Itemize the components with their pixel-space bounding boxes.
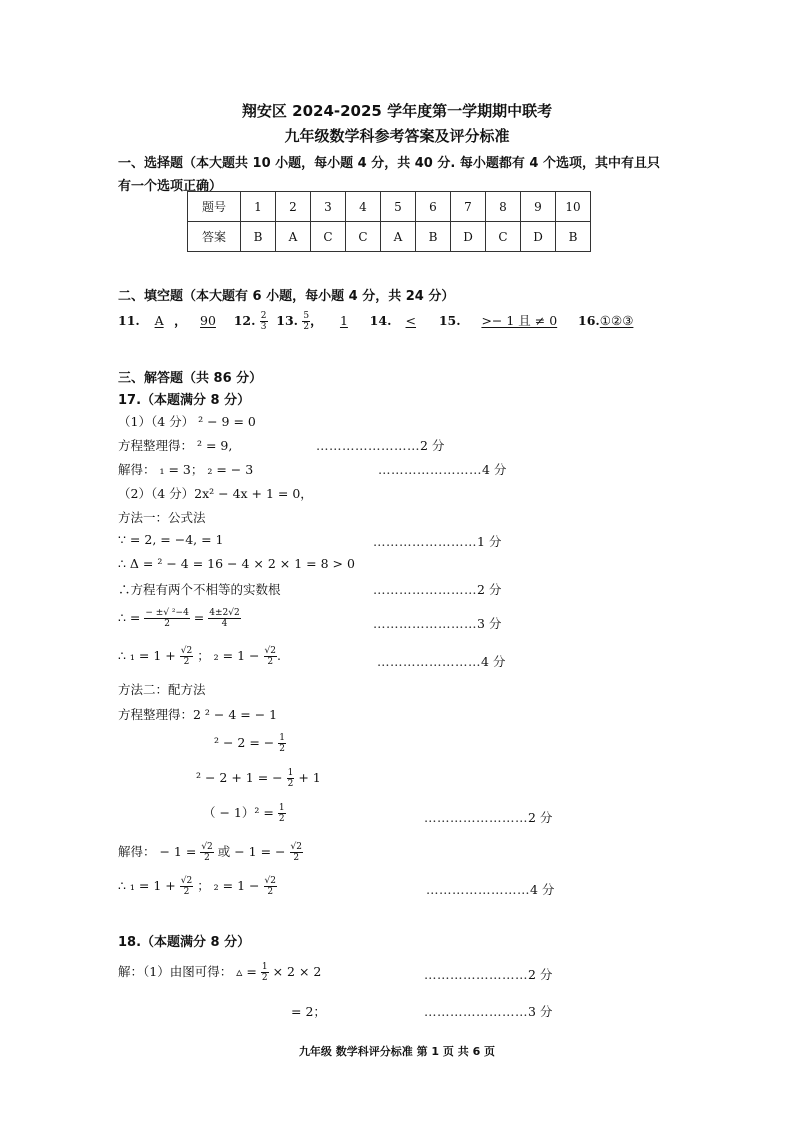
fill-answers-line: 11. A ， 90 12. $\frac{2}{3}$ 13. $\frac{5}{2}$ ， 1 14. < 15. >− 1 且 ≠ 0 16.①②③ bbox=[118, 311, 634, 332]
fraction-denominator: 2 bbox=[287, 779, 294, 789]
step6-part-b: ； ₂ = 1 − bbox=[197, 878, 260, 893]
table-cell: A bbox=[276, 222, 311, 252]
q13-answer-2: 1 bbox=[339, 313, 348, 328]
fraction-numerator: √2 bbox=[180, 876, 193, 886]
method1-title: 方法一：公式法 bbox=[118, 510, 206, 525]
table-row-numbers bbox=[188, 192, 591, 222]
q17-part1: （1）（4 分） ² − 9 = 0 bbox=[118, 414, 256, 429]
method1-step4: ∴ = $\frac{\text{− ±√ ²−4}}{2}$ = $\frac{4\pm 2√2}{4}$ bbox=[118, 608, 240, 629]
q18-heading: 18.（本题满分 8 分） bbox=[118, 935, 251, 950]
leader-dots: …………………… bbox=[426, 882, 530, 897]
method2-step6-score bbox=[426, 880, 554, 898]
score-label: 2 分 bbox=[528, 967, 553, 982]
q15-answer: >− 1 且 ≠ 0 bbox=[481, 313, 558, 328]
table-cell: A bbox=[381, 222, 416, 252]
q12-denominator: 3 bbox=[260, 322, 267, 332]
sqrt2-over-2 bbox=[200, 842, 213, 863]
sqrt2-over-2 bbox=[264, 646, 277, 667]
q18-step2-score bbox=[424, 1002, 552, 1020]
q17-part1-step2-score bbox=[378, 460, 506, 478]
q18-step1-score bbox=[424, 965, 552, 983]
table-cell: 9 bbox=[521, 192, 556, 222]
q11-answer-1: A bbox=[154, 313, 164, 328]
q17-heading: 17.（本题满分 8 分） bbox=[118, 393, 251, 408]
q12-label: 12. bbox=[233, 313, 256, 328]
method1-step3-score bbox=[373, 580, 501, 598]
page-footer: 九年级 数学科评分标准 第 1 页 共 6 页 bbox=[298, 1045, 496, 1058]
fraction-denominator: 2 bbox=[267, 657, 274, 667]
q17-part1-step1-score bbox=[316, 436, 444, 454]
q16-answer: ①②③ bbox=[599, 313, 634, 328]
fraction-numerator: 1 bbox=[279, 733, 285, 743]
fraction-denominator: 2 bbox=[279, 744, 285, 754]
section2-heading: 二、填空题（本大题有 6 小题，每小题 4 分，共 24 分） bbox=[118, 289, 455, 304]
half-fraction bbox=[278, 803, 286, 824]
leader-dots: …………………… bbox=[424, 1004, 528, 1019]
q16-label: 16. bbox=[578, 313, 600, 328]
leader-dots: …………………… bbox=[373, 616, 477, 631]
leader-dots: …………………… bbox=[377, 654, 481, 669]
score-label: 4 分 bbox=[482, 462, 507, 477]
method1-step3: ∴方程有两个不相等的实数根 bbox=[118, 582, 281, 597]
step3-text: ² − 2 + 1 = − bbox=[196, 770, 283, 785]
fraction-numerator: √2 bbox=[290, 842, 302, 852]
method2-title: 方法二：配方法 bbox=[118, 682, 206, 697]
method2-step2 bbox=[214, 733, 286, 754]
fraction-denominator: 2 bbox=[293, 853, 300, 863]
method2-step5 bbox=[118, 842, 303, 863]
q15-label: 15. bbox=[438, 313, 461, 328]
score-label: 4 分 bbox=[481, 654, 506, 669]
fraction-denominator: 4 bbox=[221, 619, 228, 629]
table-cell: B bbox=[416, 222, 451, 252]
method1-step4-score bbox=[373, 614, 501, 632]
table-cell: 6 bbox=[416, 192, 451, 222]
table-cell: 4 bbox=[346, 192, 381, 222]
q11-answer-2: 90 bbox=[200, 313, 216, 328]
sqrt2-over-2 bbox=[264, 876, 277, 897]
fraction-numerator: √2 bbox=[201, 842, 213, 852]
section3-heading: 三、解答题（共 86 分） bbox=[118, 371, 263, 386]
table-cell: C bbox=[311, 222, 346, 252]
half-fraction bbox=[287, 768, 295, 789]
score-label: 2 分 bbox=[477, 582, 502, 597]
fraction-numerator: √2 bbox=[264, 876, 276, 886]
q12-fraction bbox=[260, 311, 268, 332]
q18-step2: = 2； bbox=[291, 1004, 326, 1019]
method2-step1: 方程整理得：2 ² − 4 = − 1 bbox=[118, 707, 278, 722]
section1-heading-line1: 一、选择题（本大题共 10 小题，每小题 4 分，共 40 分. 每小题都有 4 个选项，其中有且只 bbox=[118, 156, 660, 171]
q17-part2: （2）（4 分）2x² − 4x + 1 = 0， bbox=[118, 486, 313, 501]
method2-step3 bbox=[196, 768, 321, 789]
q13-fraction bbox=[302, 311, 310, 332]
fraction-denominator: 2 bbox=[183, 657, 190, 667]
q18-step1-text: 解：（1）由图可得： ▵ = bbox=[118, 964, 257, 979]
fraction-numerator: − ±√ ²−4 bbox=[145, 608, 189, 618]
fraction-denominator: 2 bbox=[261, 973, 268, 983]
method1-step5-score bbox=[377, 652, 505, 670]
table-cell: D bbox=[451, 222, 486, 252]
method1-step1-score bbox=[373, 532, 501, 550]
fraction-numerator: 4±2√2 bbox=[209, 608, 240, 618]
method2-step4 bbox=[203, 803, 286, 824]
step5-part-b: ； ₂ = 1 − bbox=[197, 648, 260, 663]
leader-dots: …………………… bbox=[316, 438, 420, 453]
leader-dots: …………………… bbox=[373, 534, 477, 549]
q14-label: 14. bbox=[369, 313, 392, 328]
q18-step1 bbox=[118, 962, 321, 983]
step2-text: ² − 2 = − bbox=[214, 735, 275, 750]
fraction-denominator: 2 bbox=[278, 814, 285, 824]
score-label: 4 分 bbox=[530, 882, 555, 897]
table-header-question: 题号 bbox=[188, 192, 241, 222]
table-cell: 1 bbox=[241, 192, 276, 222]
sqrt2-over-2 bbox=[180, 646, 193, 667]
sqrt2-over-2 bbox=[180, 876, 193, 897]
table-cell: B bbox=[241, 222, 276, 252]
fraction-denominator: 2 bbox=[204, 853, 210, 863]
step5-part-b: 或 − 1 = − bbox=[217, 844, 286, 859]
table-cell: 5 bbox=[381, 192, 416, 222]
sqrt2-over-2 bbox=[290, 842, 303, 863]
half-fraction bbox=[278, 733, 286, 754]
table-cell: 2 bbox=[276, 192, 311, 222]
leader-dots: …………………… bbox=[373, 582, 477, 597]
method2-step4-score bbox=[424, 808, 552, 826]
score-label: 3 分 bbox=[477, 616, 502, 631]
answer-table bbox=[187, 191, 591, 252]
q13-denominator: 2 bbox=[303, 322, 310, 332]
q13-numerator: 5 bbox=[303, 311, 310, 321]
table-cell: 3 bbox=[311, 192, 346, 222]
score-label: 1 分 bbox=[477, 534, 502, 549]
fraction-numerator: √2 bbox=[264, 646, 276, 656]
document-title: 翔安区 2024-2025 学年度第一学期期中联考 bbox=[241, 102, 553, 120]
step3-plus-one: + 1 bbox=[298, 770, 321, 785]
table-cell: C bbox=[346, 222, 381, 252]
fraction-numerator: 1 bbox=[287, 768, 294, 778]
q17-part1-step1: 方程整理得： ² = 9, bbox=[118, 438, 233, 453]
score-label: 2 分 bbox=[528, 810, 553, 825]
table-cell: D bbox=[521, 222, 556, 252]
fraction-numerator: 1 bbox=[261, 962, 268, 972]
q17-part1-step2: 解得： ₁ = 3； ₂ = − 3 bbox=[118, 462, 254, 477]
fraction-denominator: 2 bbox=[183, 887, 190, 897]
method2-step6 bbox=[118, 876, 277, 897]
table-row-answers bbox=[188, 222, 591, 252]
fraction-denominator: 2 bbox=[267, 887, 274, 897]
score-label: 2 分 bbox=[420, 438, 445, 453]
table-cell: B bbox=[556, 222, 591, 252]
simplified-fraction bbox=[208, 608, 240, 629]
q18-step1-product: × 2 × 2 bbox=[272, 964, 322, 979]
fraction-denominator: 2 bbox=[164, 619, 170, 629]
q13-label: 13. bbox=[276, 313, 298, 328]
method1-step1: ∵ = 2, = −4, = 1 bbox=[118, 532, 224, 547]
leader-dots: …………………… bbox=[424, 967, 528, 982]
q12-numerator: 2 bbox=[260, 311, 267, 321]
table-cell: 8 bbox=[486, 192, 521, 222]
leader-dots: …………………… bbox=[378, 462, 482, 477]
step4-text: （ − 1）² = bbox=[203, 805, 274, 820]
q14-answer: < bbox=[405, 313, 417, 328]
step4-prefix: ∴ = bbox=[118, 610, 141, 625]
leader-dots: …………………… bbox=[424, 810, 528, 825]
section1-heading-line2: 有一个选项正确） bbox=[118, 179, 223, 194]
table-header-answer: 答案 bbox=[188, 222, 241, 252]
quadratic-formula-fraction bbox=[144, 608, 189, 629]
method1-step2: ∴ Δ = ² − 4 = 16 − 4 × 2 × 1 = 8 > 0 bbox=[118, 556, 355, 571]
table-cell: 7 bbox=[451, 192, 486, 222]
table-cell: 10 bbox=[556, 192, 591, 222]
step5-part-a: 解得： − 1 = bbox=[118, 844, 197, 859]
step6-part-a: ∴ ₁ = 1 + bbox=[118, 878, 176, 893]
half-fraction bbox=[261, 962, 269, 983]
fraction-numerator: 1 bbox=[278, 803, 285, 813]
fraction-numerator: √2 bbox=[180, 646, 193, 656]
method1-step5 bbox=[118, 646, 281, 667]
table-cell: C bbox=[486, 222, 521, 252]
score-label: 3 分 bbox=[528, 1004, 553, 1019]
document-subtitle: 九年级数学科参考答案及评分标准 bbox=[284, 127, 510, 145]
step5-part-a: ∴ ₁ = 1 + bbox=[118, 648, 176, 663]
period: . bbox=[276, 648, 281, 663]
q11-label: 11. bbox=[118, 313, 140, 328]
q13-answer-1 bbox=[302, 311, 310, 332]
